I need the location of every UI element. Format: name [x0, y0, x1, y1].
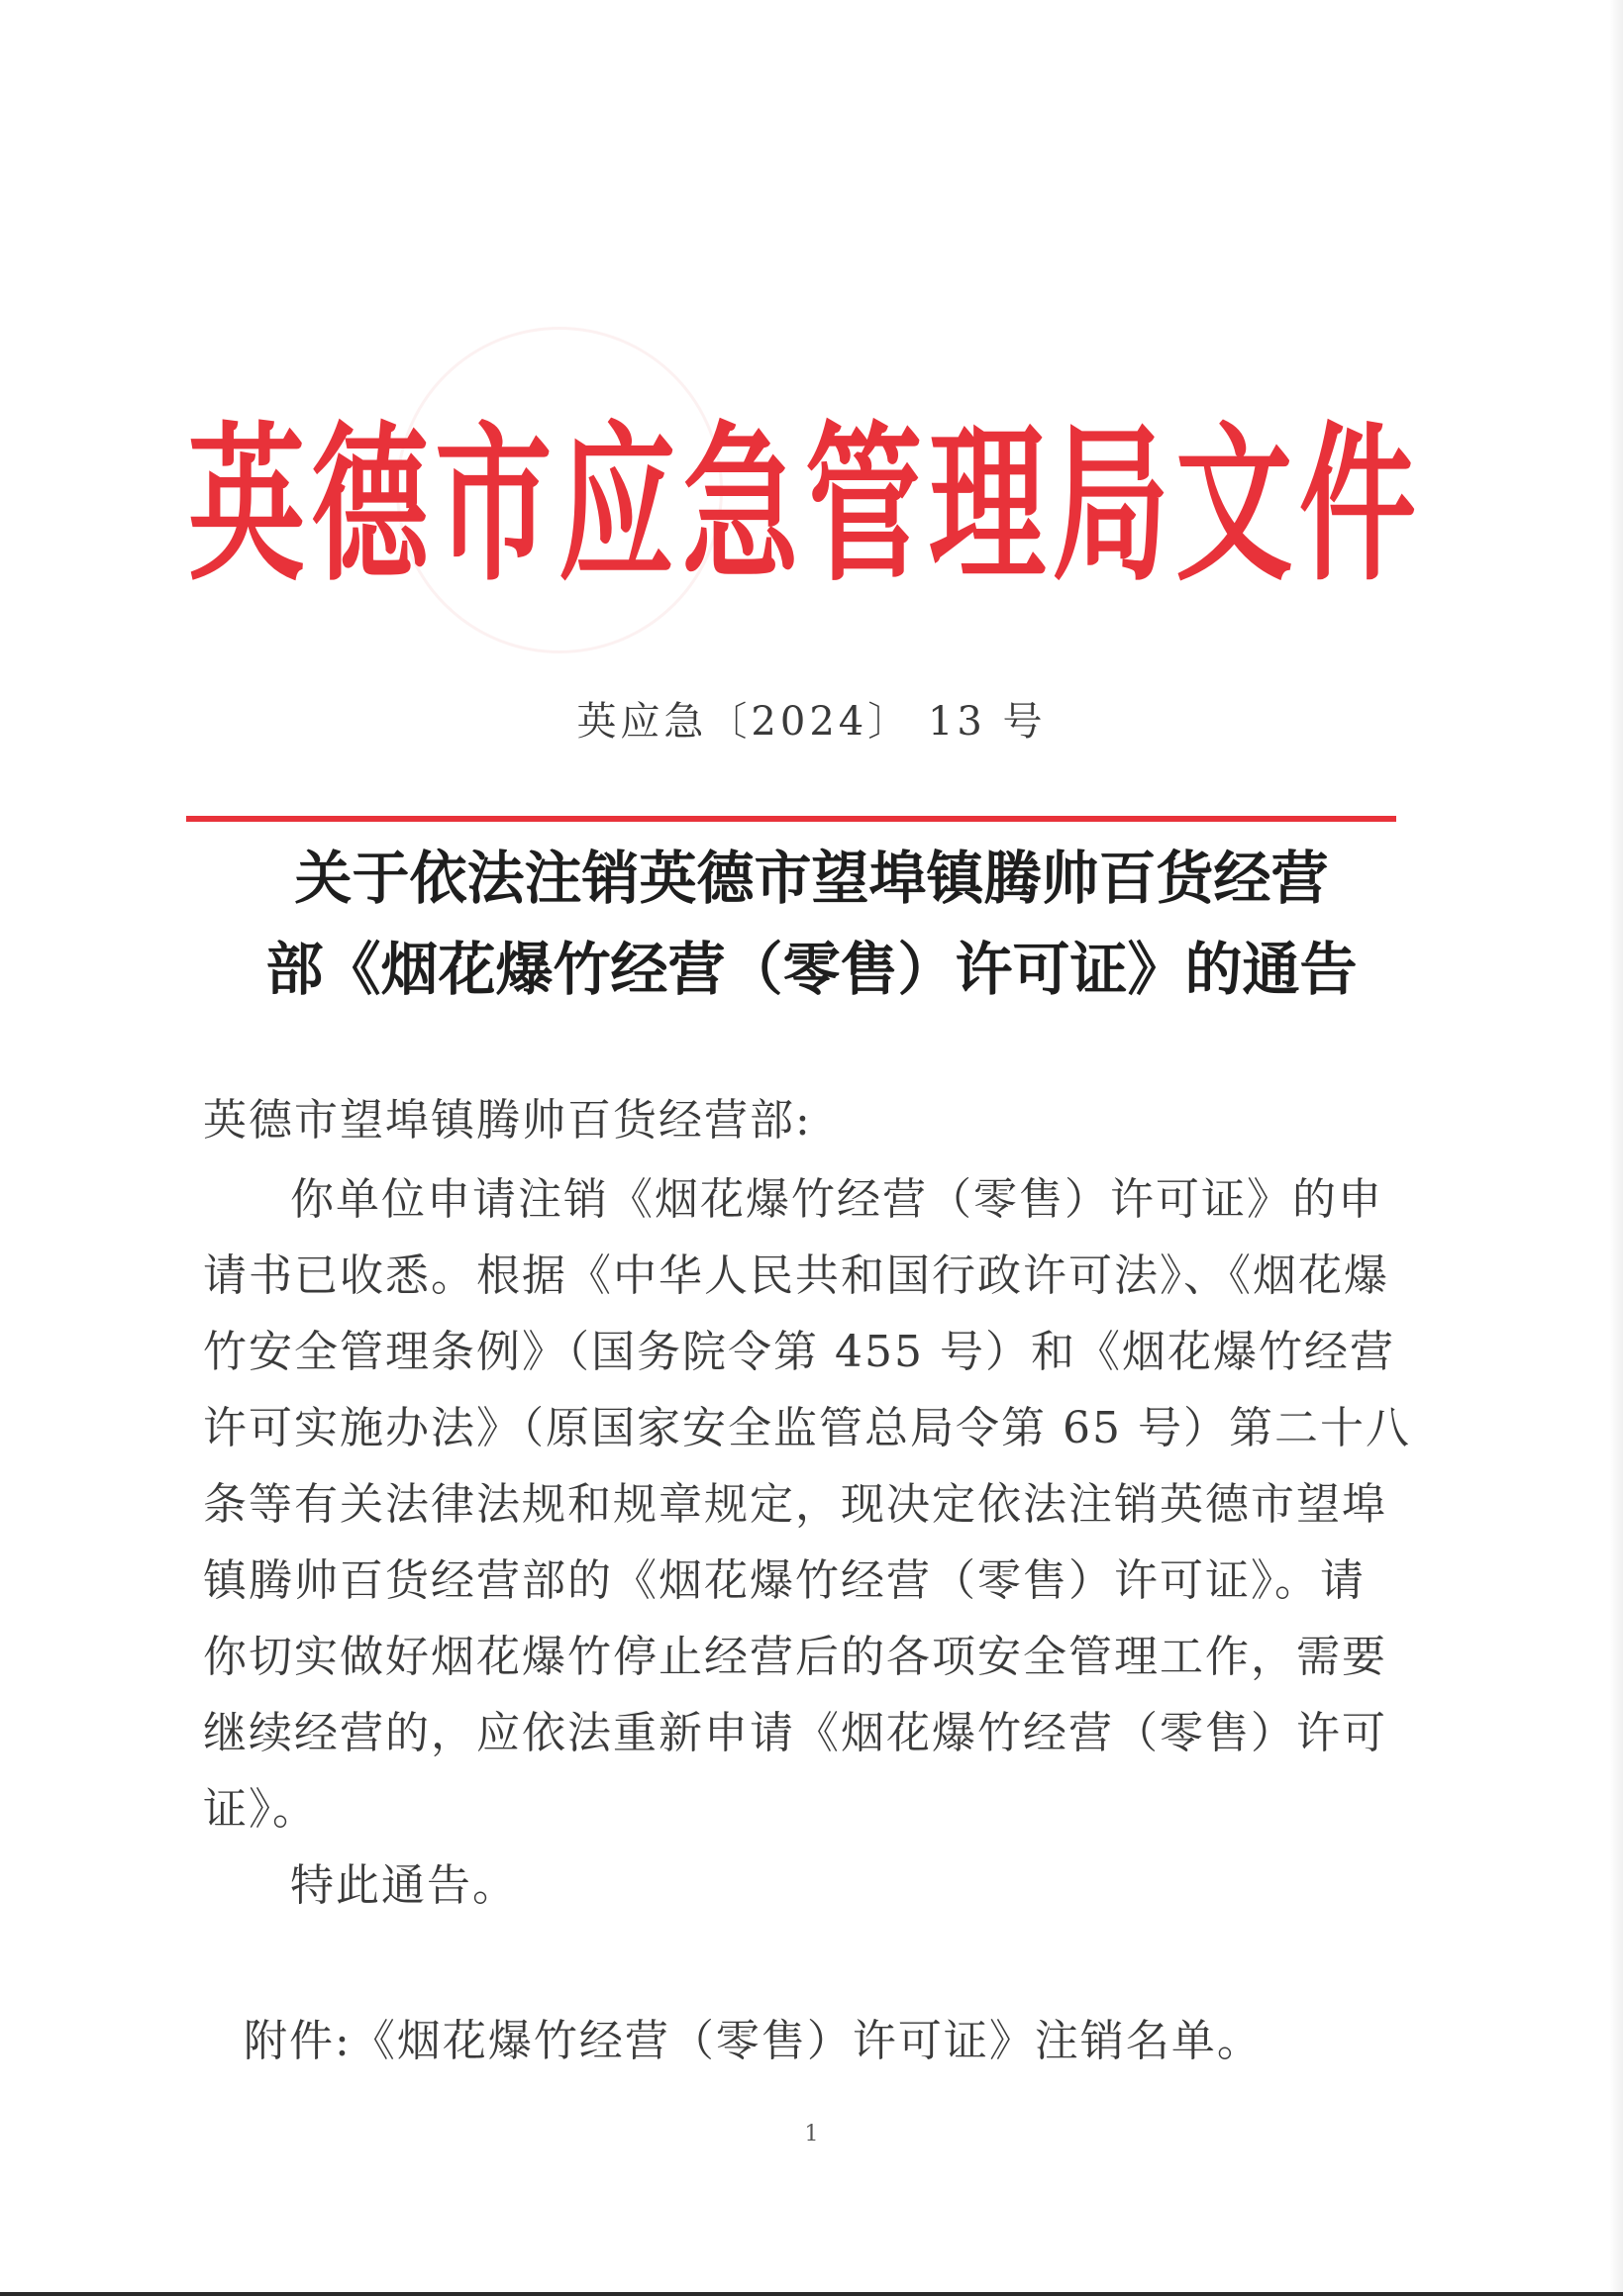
- scan-bottom-edge: [0, 2292, 1623, 2296]
- body-line: 镇腾帅百货经营部的《烟花爆竹经营（零售）许可证》。请: [203, 1555, 1366, 1606]
- red-separator-line: [186, 816, 1396, 822]
- header-char: 局: [1052, 404, 1169, 605]
- body-line: 你单位申请注销《烟花爆竹经营（零售）许可证》的申: [290, 1174, 1383, 1225]
- addressee: 英德市望埠镇腾帅百货经营部:: [203, 1095, 812, 1146]
- body-line: 许可实施办法》（原国家安全监管总局令第 65 号）第二十八: [203, 1403, 1411, 1453]
- header-char: 市: [435, 404, 553, 605]
- body-line: 请书已收悉。根据《中华人民共和国行政许可法》、《烟花爆: [203, 1250, 1389, 1301]
- body-line: 条等有关法律法规和规章规定，现决定依法注销英德市望埠: [203, 1479, 1387, 1530]
- header-char: 应: [558, 404, 675, 605]
- header-char: 理: [928, 404, 1046, 605]
- scan-edge-shadow: [1609, 0, 1623, 2296]
- header-char: 管: [805, 404, 923, 605]
- page-number: 1: [804, 2122, 819, 2146]
- notice-title-line-2: 部《烟花爆竹经营（零售）许可证》的通告: [265, 936, 1358, 1003]
- closing-line: 特此通告。: [290, 1860, 518, 1911]
- header-char: 急: [681, 404, 799, 605]
- header-char: 文: [1175, 404, 1293, 605]
- document-header-title: [188, 404, 1416, 605]
- header-char: 件: [1298, 404, 1416, 605]
- header-char: 德: [311, 404, 429, 605]
- body-line: 证》。: [203, 1784, 318, 1835]
- body-line: 竹安全管理条例》（国务院令第 455 号）和《烟花爆竹经营: [203, 1327, 1395, 1377]
- body-line: 继续经营的，应依法重新申请《烟花爆竹经营（零售）许可: [203, 1708, 1387, 1758]
- attachment-note: 附件:《烟花爆竹经营（零售）许可证》注销名单。: [244, 2016, 1263, 2066]
- document-number: 英应急〔2024〕 13 号: [576, 699, 1047, 745]
- header-char: 英: [188, 404, 306, 605]
- body-line: 你切实做好烟花爆竹停止经营后的各项安全管理工作，需要: [203, 1632, 1387, 1682]
- notice-title-line-1: 关于依法注销英德市望埠镇腾帅百货经营: [294, 845, 1329, 912]
